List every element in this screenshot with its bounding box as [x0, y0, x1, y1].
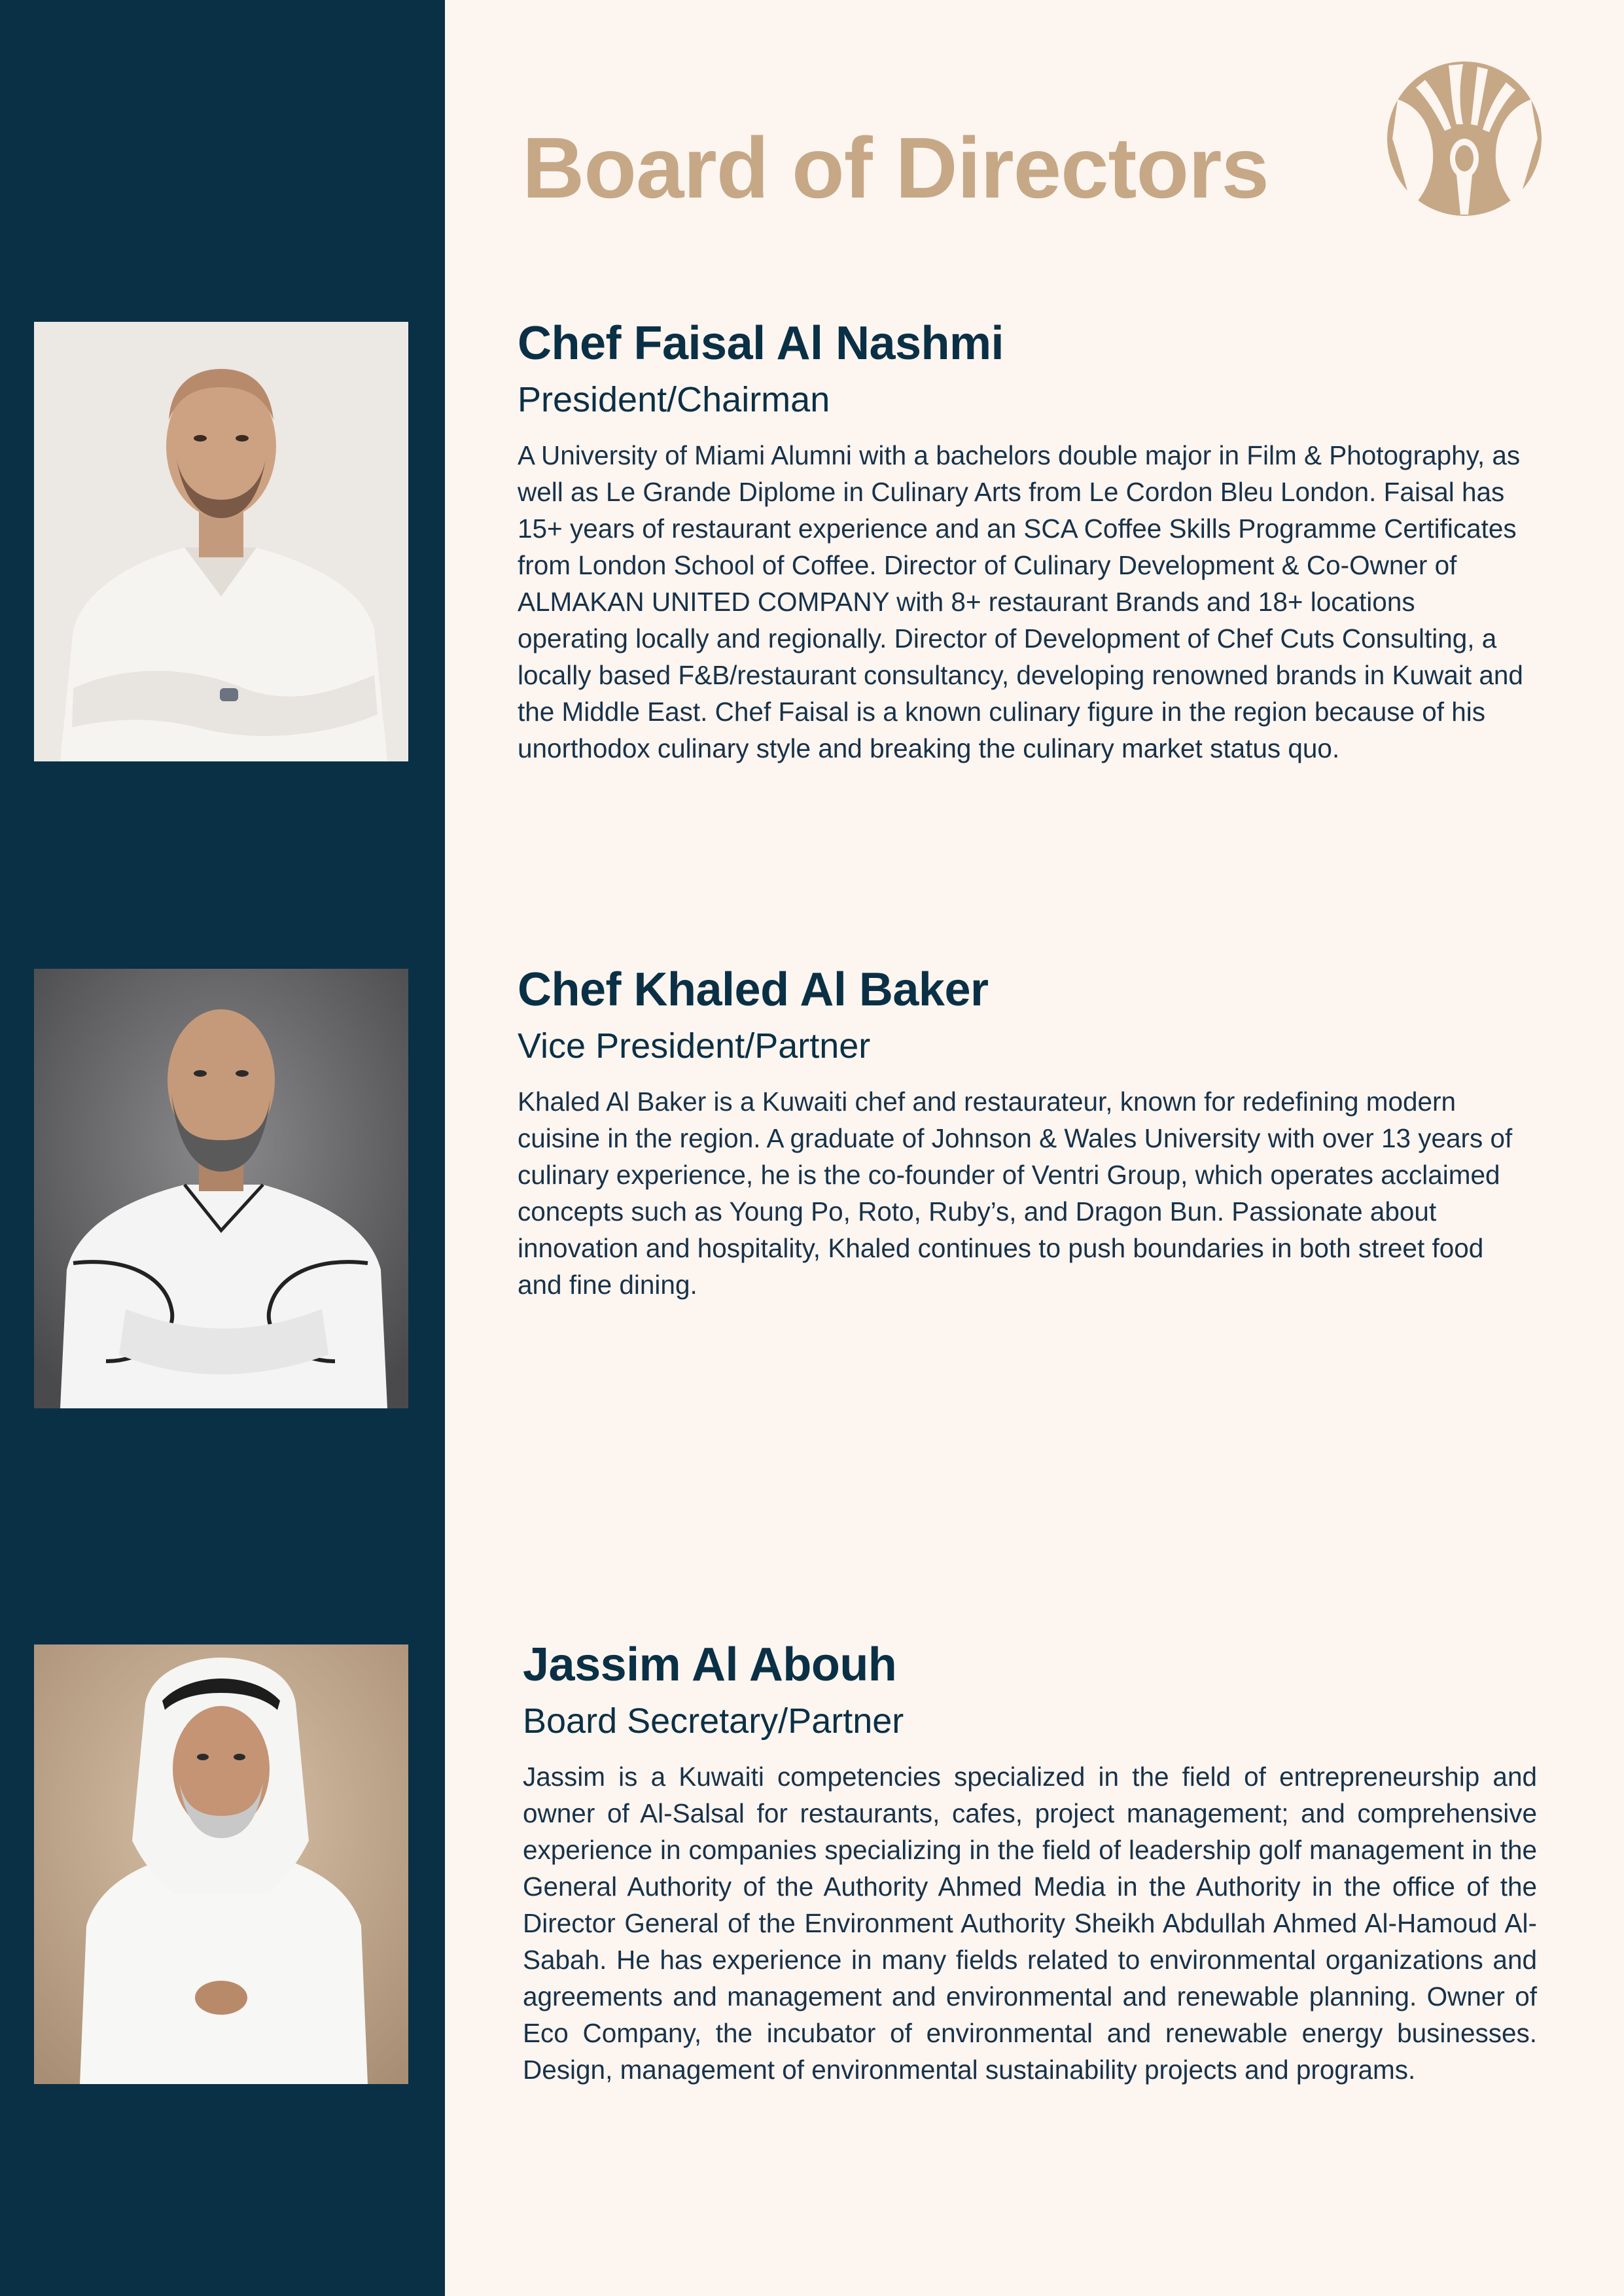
director-entry-jassim — [523, 1635, 1537, 2088]
director-bio: Jassim is a Kuwaiti competencies specialized in the field of entrepreneurship and owner of Al-Salsal for restaurants, cafes, project management; and comprehensive experience in companies specializing in the field of leadership golf management in the General Authority of the Authority Ahmed Media in the Authority in the office of the Director General of the Environment Authority Sheikh Abdullah Ahmed Al-Hamoud Al-Sabah. He has experience in many fields related to environmental organizations and agreements and management and environmental and renewable planning. Owner of Eco Company, the incubator of environmental and renewable energy businesses. Design, management of environmental sustainability projects and programs. — [523, 1761, 1537, 2085]
tree-hand-logo-icon — [1386, 60, 1543, 217]
director-role: Board Secretary/Partner — [523, 1701, 904, 1741]
director-role: Vice President/Partner — [518, 1026, 871, 1066]
page-title: Board of Directors — [522, 120, 1269, 216]
director-entry-faisal — [518, 314, 1532, 767]
director-bio: A University of Miami Alumni with a bachelors double major in Film & Photography, as well as Le Grande Diplome in Culinary Arts from Le Cordon Bleu London. Faisal has 15+ years of restaurant experience and an SCA Coffee Skills Programme Certificates from London School of Coffee. Director of Culinary Development & Co-Owner of ALMAKAN UNITED COMPANY with 8+ restaurant Brands and 18+ locations operating locally and regionally. Director of Development of Chef Cuts Consulting, a locally based F&B/restaurant consultancy, developing renowned brands in Kuwait and the Middle East. Chef Faisal is a known culinary figure in the region because of his unorthodox culinary style and breaking the culinary market status quo. — [518, 440, 1523, 763]
director-name: Chef Khaled Al Baker — [518, 964, 989, 1016]
director-role: President/Chairman — [518, 380, 830, 419]
director-entry-khaled — [518, 960, 1532, 1303]
director-name: Jassim Al Abouh — [523, 1639, 897, 1691]
director-photo-jassim — [34, 1644, 408, 2084]
director-photo-faisal — [34, 322, 408, 761]
director-photo-khaled — [34, 969, 408, 1408]
director-bio: Khaled Al Baker is a Kuwaiti chef and restaurateur, known for redefining modern cuisine in the region. A graduate of Johnson & Wales University with over 13 years of culinary experience, he is the co-founder of Ventri Group, which operates acclaimed concepts such as Young Po, Roto, Ruby’s, and Dragon Bun. Passionate about innovation and hospitality, Khaled continues to push boundaries in both street food and fine dining. — [518, 1086, 1513, 1300]
director-name: Chef Faisal Al Nashmi — [518, 317, 1004, 370]
